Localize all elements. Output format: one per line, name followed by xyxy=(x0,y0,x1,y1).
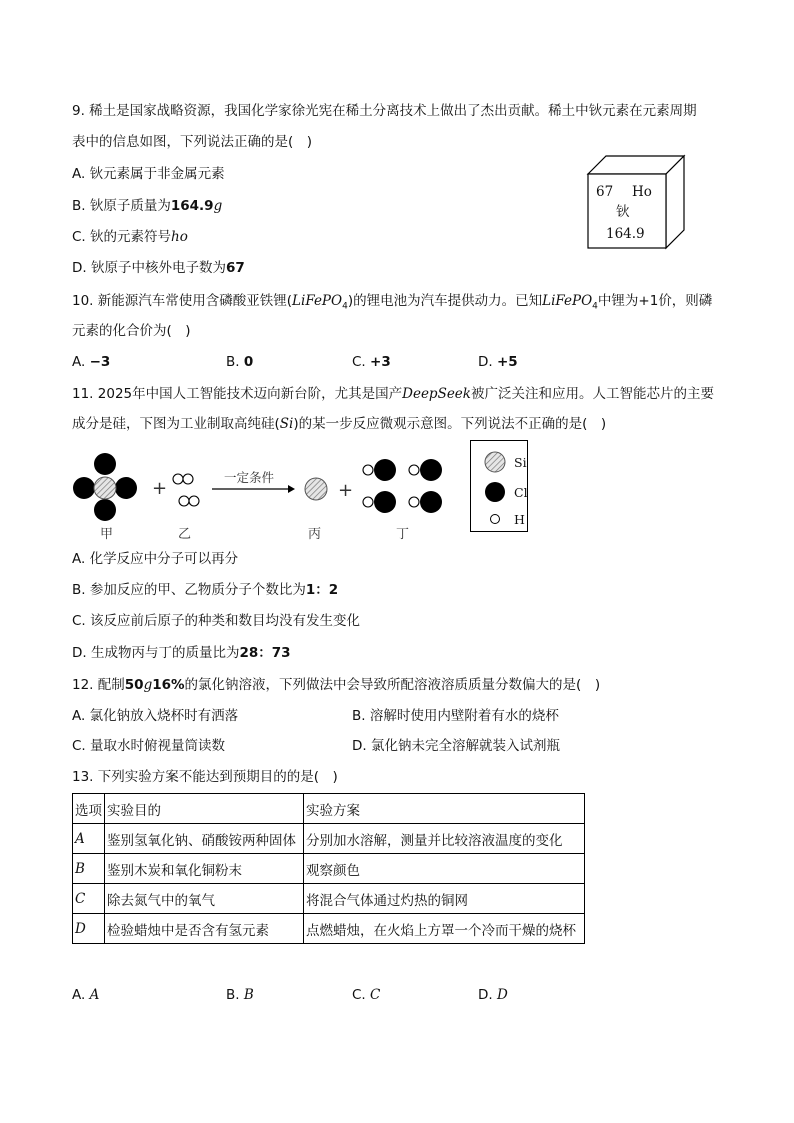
q12-option-d: D. 氯化钠未完全溶解就装入试剂瓶 xyxy=(352,738,560,754)
q12-option-a: A. 氯化钠放入烧杯时有洒落 xyxy=(72,708,239,724)
q13-stem: 13. 下列实验方案不能达到预期目的的是( ) xyxy=(72,769,338,785)
q10-text-3: 中锂为 xyxy=(597,293,639,309)
reaction-condition: 一定条件 xyxy=(224,470,275,485)
q11-text-4: )的某一步反应微观示意图。下列说法不正确的是( ) xyxy=(293,416,607,432)
q9-option-c xyxy=(72,227,188,247)
plus-sign-2: + xyxy=(338,480,354,501)
q10-option-a: A. −3 xyxy=(72,354,111,370)
q9-stem-line1: 9. 稀土是国家战略资源，我国化学家徐光宪在稀土分离技术上做出了杰出贡献。稀土中钬元素在元素周期 xyxy=(72,103,697,119)
element-mass: 164.9 xyxy=(606,226,645,242)
q10-text-4: 价，则磷 xyxy=(658,293,713,309)
q10-formula-2: LiFePO xyxy=(542,293,593,309)
q9-option-b-unit: g xyxy=(213,198,223,214)
q9-option-b-value: 164.9 xyxy=(170,198,214,214)
si-atom-icon xyxy=(485,452,505,472)
q12-stem: 12. 配制50g16%的氯化钠溶液，下列做法中会导致所配溶液溶质质量分数偏大的是( ) xyxy=(72,677,601,693)
element-number: 67 xyxy=(596,184,614,200)
q13-option-a: A. A xyxy=(72,987,100,1003)
legend-h: H xyxy=(514,512,525,527)
header-plan: 实验方案 xyxy=(304,794,585,824)
q10-option-b: B. 0 xyxy=(226,354,254,370)
table-row: B 鉴别木炭和氧化铜粉末 观察颜色 xyxy=(73,854,585,884)
q9-option-b xyxy=(72,196,222,216)
q11-stem-line2 xyxy=(72,414,606,434)
q10-stem-line1 xyxy=(72,291,712,317)
table-header-row xyxy=(73,794,585,824)
q11-option-d-value: 28：73 xyxy=(239,645,291,661)
q9-stem-line2: 表中的信息如图，下列说法正确的是( ) xyxy=(72,134,313,150)
q9-option-c-text: C. 钬的元素符号 xyxy=(72,229,172,245)
q11-option-a: A. 化学反应中分子可以再分 xyxy=(72,551,239,567)
legend-cl: Cl xyxy=(514,485,528,500)
q9-option-a: A. 钬元素属于非金属元素 xyxy=(72,166,225,182)
q10-formula-2-sub: 4 xyxy=(592,301,598,312)
q10-stem-line2: 元素的化合价为( ) xyxy=(72,323,191,339)
q12-percent: 16% xyxy=(152,677,185,693)
q10-formula-1-sub: 4 xyxy=(342,301,348,312)
atom-legend xyxy=(470,440,528,532)
label-yi: 乙 xyxy=(178,527,192,542)
cl-atom-icon xyxy=(485,482,505,502)
q11-text-2: 被广泛关注和应用。人工智能芯片的主要 xyxy=(470,386,714,402)
q11-deepseek: DeepSeek xyxy=(402,386,471,402)
q12-option-c: C. 量取水时俯视量筒读数 xyxy=(72,738,226,754)
arrow-head-icon xyxy=(288,485,295,493)
q13-option-d: D. D xyxy=(478,987,508,1003)
label-ding: 丁 xyxy=(396,527,410,542)
q13-option-c: C. C xyxy=(352,987,381,1003)
q9-option-d-value: 67 xyxy=(225,260,245,276)
q10-option-d: D. +5 xyxy=(478,354,518,370)
experiment-table xyxy=(72,793,585,944)
plus-sign: + xyxy=(152,478,168,499)
q13-option-b: B. B xyxy=(226,987,254,1003)
label-jia: 甲 xyxy=(100,527,114,542)
product-ding-molecule xyxy=(363,459,442,513)
legend-si: Si xyxy=(514,455,527,470)
q11-option-d: D. 生成物丙与丁的质量比为28：73 xyxy=(72,645,291,661)
q11-option-b: B. 参加反应的甲、乙物质分子个数比为1：2 xyxy=(72,582,339,598)
h-atom-icon xyxy=(491,515,500,524)
q12-option-b: B. 溶解时使用内壁附着有水的烧杯 xyxy=(352,708,559,724)
q10-li-value: +1 xyxy=(638,293,659,309)
q11-si: Si xyxy=(279,416,294,432)
element-symbol: Ho xyxy=(632,184,652,200)
product-bing-molecule xyxy=(305,478,327,500)
q11-text-1: 11. 2025年中国人工智能技术迈向新台阶，尤其是国产 xyxy=(72,386,403,402)
q10-text-1: 10. 新能源汽车常使用含磷酸亚铁锂( xyxy=(72,293,293,309)
element-name: 钬 xyxy=(616,204,630,220)
q11-stem-line1 xyxy=(72,384,714,404)
q10-text-2: )的锂电池为汽车提供动力。已知 xyxy=(347,293,543,309)
table-row: C 除去氮气中的氧气 将混合气体通过灼热的铜网 xyxy=(73,884,585,914)
q11-option-c: C. 该反应前后原子的种类和数目均没有发生变化 xyxy=(72,613,361,629)
q9-option-d-text: D. 钬原子中核外电子数为 xyxy=(72,260,226,276)
q9-option-b-text: B. 钬原子质量为 xyxy=(72,198,171,214)
reactant-yi-molecule xyxy=(173,474,199,506)
q9-option-d xyxy=(72,258,245,278)
q11-option-b-value: 1：2 xyxy=(305,582,339,598)
q12-mass: 50 xyxy=(124,677,144,693)
q9-option-c-value: ho xyxy=(171,229,188,245)
q12-unit: g xyxy=(143,677,153,693)
q10-formula-1: LiFePO xyxy=(292,293,343,309)
label-bing: 丙 xyxy=(308,527,322,542)
holmium-element-card xyxy=(586,154,686,250)
q10-option-c: C. +3 xyxy=(352,354,391,370)
table-row: A 鉴别氢氧化钠、硝酸铵两种固体 分别加水溶解，测量并比较溶液温度的变化 xyxy=(73,824,585,854)
header-option: 选项 xyxy=(73,794,105,824)
table-row: D 检验蜡烛中是否含有氢元素 点燃蜡烛，在火焰上方罩一个冷而干燥的烧杯 xyxy=(73,914,585,944)
header-purpose: 实验目的 xyxy=(105,794,304,824)
reactant-jia-molecule xyxy=(73,453,137,521)
q11-text-3: 成分是硅，下图为工业制取高纯硅( xyxy=(72,416,280,432)
